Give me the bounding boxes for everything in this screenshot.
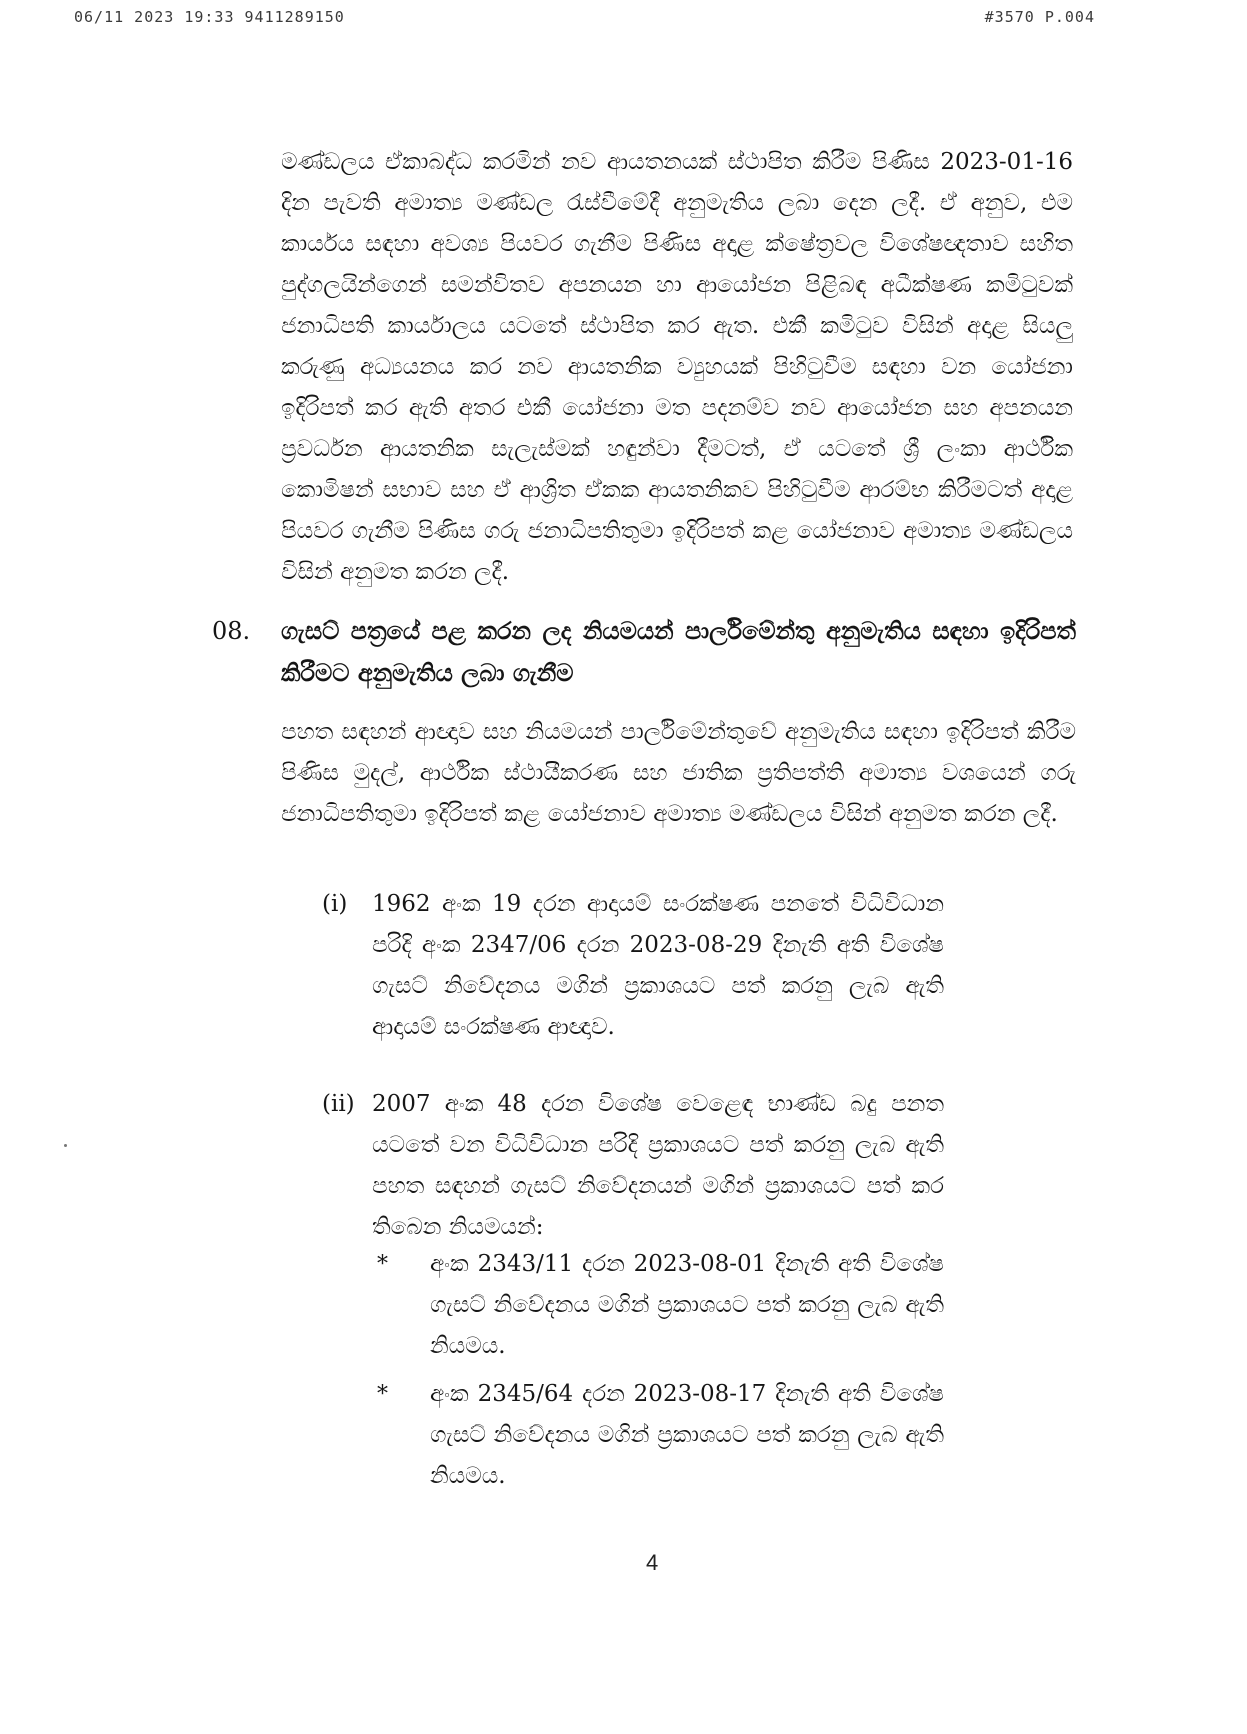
list-item-text: 1962 අංක 19 දරන ආදායම් සංරක්ෂණ පනතේ විධිවිධාන පරිදි අංක 2347/06 දරන 2023-08-29 දිනැති අති විශේෂ ගැසට් නිවේදනය මගින් ප්‍රකාශයට පත් කරනු ලැබ ඇති ආදායම් සංරක්ෂණ ආඥාව.: [372, 891, 944, 1040]
fax-header: [0, 6, 1247, 30]
list-item-label: (i): [322, 891, 348, 917]
continuation-paragraph: මණ්ඩලය ඒකාබද්ධ කරමින් නව ආයතනයක් ස්ථාපිත කිරීම පිණිස 2023-01-16 දින පැවති අමාත්‍ය මණ්ඩල රැස්වීමේදී අනුමැතිය ලබා දෙන ලදී. ඒ අනුව, එම කාර්යය සඳහා අවශ්‍ය පියවර ගැනීම පිණිස අදාළ ක්ෂේත්‍රවල විශේෂඥතාව සහිත පුද්ගලයින්ගෙන් සමන්විතව අපනයන හා ආයෝජන පිළිබඳ අධීක්ෂණ කමිටුවක් ජනාධිපති කාර්යාලය යටතේ ස්ථාපිත කර ඇත. එකී කමිටුව විසින් අදාළ සියලු කරුණු අධ්‍යයනය කර නව ආයතනික ව්‍යුහයක් පිහිටුවීම සඳහා වන යෝජනා ඉදිරිපත් කර ඇති අතර එකී යෝජනා මත පදනම්ව නව ආයෝජන සහ අපනයන ප්‍රවර්ධන ආයතනික සැලැස්මක් හඳුන්වා දීමටත්, ඒ යටතේ ශ්‍රී ලංකා ආර්ථික කොමිෂන් සභාව සහ ඒ ආශ්‍රිත ඒකක ආයතනිකව පිහිටුවීම ආරම්භ කිරීමටත් අදාළ පියවර ගැනීම පිණිස ගරු ජනාධිපතිතුමා ඉදිරිපත් කළ යෝජනාව අමාත්‍ය මණ්ඩලය විසින් අනුමත කරන ලදී.: [281, 149, 1073, 585]
bullet-marker: *: [377, 1382, 388, 1407]
bullet-marker: *: [377, 1252, 388, 1277]
fax-timestamp-line: 06/11 2023 19:33 9411289150: [74, 8, 345, 26]
scan-speck: [64, 1144, 67, 1147]
section-number: 08.: [212, 617, 251, 645]
fax-page-code: #3570 P.004: [984, 8, 1095, 26]
page-number: 4: [646, 1550, 659, 1575]
list-item-label: (ii): [322, 1091, 355, 1117]
section-title: ගැසට් පත්‍රයේ පළ කරන ලද නියමයන් පාර්ලිමේන්තු අනුමැතිය සඳහා ඉදිරිපත් කිරීමට අනුමැතිය ලබා ගැනීම: [281, 616, 1076, 687]
list-item-text: 2007 අංක 48 දරන විශේෂ වෙළෙඳ භාණ්ඩ බදු පනත යටතේ වන විධිවිධාන පරිදි ප්‍රකාශයට පත් කරනු ලැබ ඇති පහත සඳහන් ගැසට් නිවේදනයන් මගින් ප්‍රකාශයට පත් කර තිබෙන නියමයන්:: [372, 1091, 944, 1240]
section-intro-paragraph: පහත සඳහන් ආඥාව සහ නියමයන් පාර්ලිමේන්තුවේ අනුමැතිය සඳහා ඉදිරිපත් කිරීම පිණිස මුදල්, ආර්ථික ස්ථායීකරණ සහ ජාතික ප්‍රතිපත්ති අමාත්‍ය වශයෙන් ගරු ජනාධිපතිතුමා ඉදිරිපත් කළ යෝජනාව අමාත්‍ය මණ්ඩලය විසින් අනුමත කරන ලදී.: [281, 719, 1076, 827]
sub-list-item-text: අංක 2343/11 දරන 2023-08-01 දිනැති අති විශේෂ ගැසට් නිවේදනය මගින් ප්‍රකාශයට පත් කරනු ලැබ ඇති නියමය.: [430, 1251, 944, 1359]
sub-list-item-text: අංක 2345/64 දරන 2023-08-17 දිනැති අති විශේෂ ගැසට් නිවේදනය මගින් ප්‍රකාශයට පත් කරනු ලැබ ඇති නියමය.: [430, 1381, 944, 1489]
